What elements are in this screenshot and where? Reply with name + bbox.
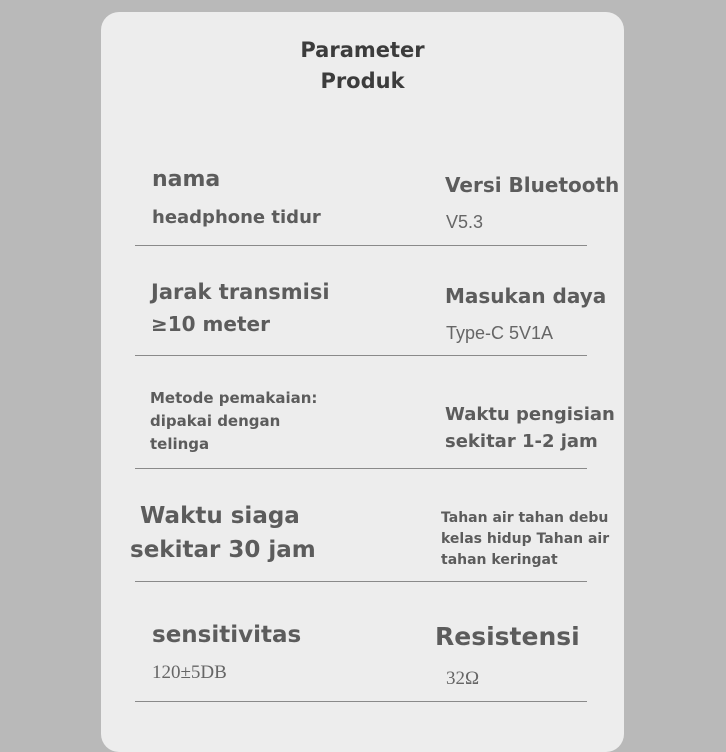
spec-usage-line3: telinga — [150, 435, 210, 453]
spec-range-value: ≥10 meter — [151, 312, 270, 336]
row-divider — [135, 581, 587, 582]
spec-name-value: headphone tidur — [152, 207, 321, 228]
spec-name-label: nama — [152, 167, 221, 192]
page-title-line1: Parameter — [300, 38, 425, 62]
page-title-line2: Produk — [320, 69, 405, 93]
row-divider — [135, 468, 587, 469]
spec-bluetooth-label: Versi Bluetooth — [445, 173, 620, 197]
spec-waterproof-line1: Tahan air tahan debu — [441, 510, 609, 526]
spec-waterproof-line2: kelas hidup Tahan air — [441, 531, 610, 547]
row-divider — [135, 701, 587, 702]
spec-resistance-label: Resistensi — [435, 622, 580, 651]
row-divider — [135, 245, 587, 246]
spec-sensitivity-value: 120±5DB — [152, 662, 227, 683]
spec-bluetooth-value: V5.3 — [446, 212, 484, 232]
spec-sensitivity-label: sensitivitas — [152, 622, 302, 648]
spec-charge-line2: sekitar 1-2 jam — [445, 431, 598, 452]
spec-charge-line1: Waktu pengisian — [445, 404, 615, 425]
spec-resistance-value: 32Ω — [446, 668, 480, 689]
spec-range-label: Jarak transmisi — [151, 280, 330, 304]
spec-usage-line1: Metode pemakaian: — [150, 389, 318, 407]
spec-card — [101, 12, 624, 752]
spec-waterproof-line3: tahan keringat — [441, 552, 558, 568]
spec-standby-line1: Waktu siaga — [140, 503, 300, 529]
spec-standby-line2: sekitar 30 jam — [130, 537, 316, 563]
spec-power-label: Masukan daya — [445, 284, 607, 308]
spec-power-value: Type-C 5V1A — [446, 323, 554, 343]
spec-usage-line2: dipakai dengan — [150, 412, 281, 430]
row-divider — [135, 355, 587, 356]
